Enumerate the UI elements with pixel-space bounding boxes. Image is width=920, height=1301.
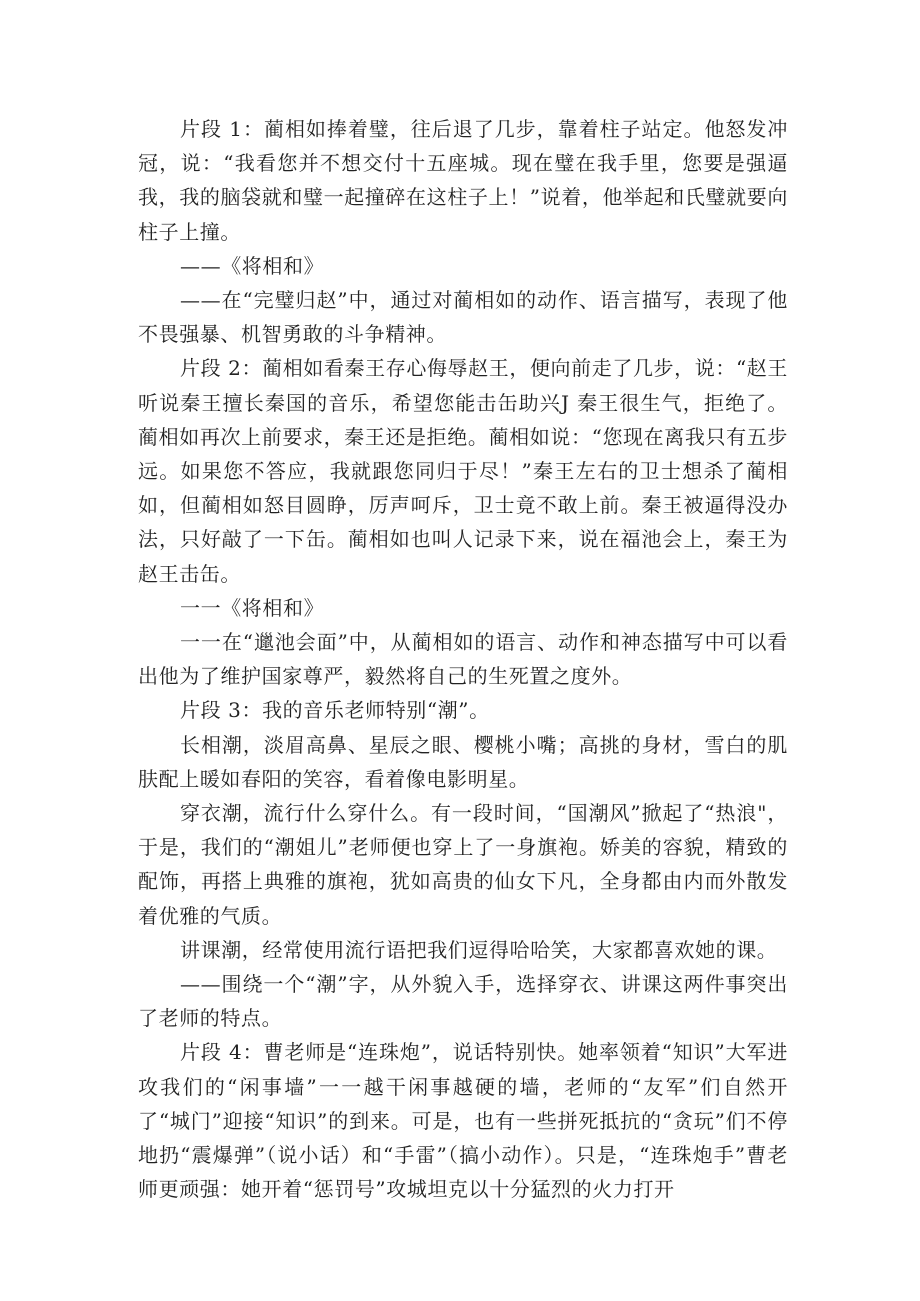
- paragraph-segment-1: 片段 1：蔺相如捧着璧，往后退了几步，靠着柱子站定。他怒发冲冠，说：“我看您并不想交付十五座城。现在璧在我手里，您要是强逼我，我的脑袋就和璧一起撞碎在这柱子上！”说着，他举起和氏璧就要向柱子上撞。: [138, 117, 788, 244]
- paragraph-comment-2: 一一在“邋池会面”中，从蔺相如的语言、动作和神态描写中可以看出他为了维护国家尊严，毅然将自己的生死置之度外。: [138, 630, 788, 689]
- paragraph-appearance: 长相潮，淡眉高鼻、星辰之眼、樱桃小嘴；高挑的身材，雪白的肌肤配上暖如春阳的笑容，看着像电影明星。: [138, 732, 788, 791]
- paragraph-source-2: 一一《将相和》: [180, 595, 325, 620]
- paragraph-comment-1: ——在“完璧归赵”中，通过对蔺相如的动作、语言描写，表现了他不畏强暴、机智勇敢的斗争精神。: [138, 288, 788, 347]
- paragraph-segment-4: 片段 4：曹老师是“连珠炮”，说话特别快。她率领着“知识”大军进攻我们的“闲事墙”一一越干闲事越硬的墙，老师的“友军”们自然开了“城门”迎接“知识”的到来。可是，也有一些拼死抵抗的“贪玩”们不停地扔“震爆弹”（说小话）和“手雷”（搞小动作）。只是，“连珠炮手”曹老师更顽强：她开着“惩罚号”攻城坦克以十分猛烈的火力打开: [138, 1040, 788, 1202]
- paragraph-segment-3: 片段 3：我的音乐老师特别“潮”。: [180, 698, 490, 723]
- paragraph-segment-2: 片段 2：蔺相如看秦王存心侮辱赵王，便向前走了几步，说：“赵王听说秦王擅长秦国的音乐，希望您能击缶助兴J 秦王很生气，拒绝了。蔺相如再次上前要求，秦王还是拒绝。蔺相如说：“您现在离我只有五步远。如果您不答应，我就跟您同归于尽！”秦王左右的卫士想杀了蔺相如，但蔺相如怒目圆睁，厉声呵斥，卫士竟不敢上前。秦王被逼得没办法，只好敲了一下缶。蔺相如也叫人记录下来，说在福池会上，秦王为赵王击缶。: [138, 356, 788, 586]
- paragraph-teaching: 讲课潮，经常使用流行语把我们逗得哈哈笑，大家都喜欢她的课。: [180, 937, 778, 962]
- paragraph-comment-3: ——围绕一个“潮”字，从外貌入手，选择穿衣、讲课这两件事突出了老师的特点。: [138, 972, 788, 1031]
- paragraph-clothing: 穿衣潮，流行什么穿什么。有一段时间，“国潮风”掀起了“热浪"，于是，我们的“潮姐儿”老师便也穿上了一身旗袍。娇美的容貌，精致的配饰，再搭上典雅的旗袍，犹如高贵的仙女下凡，全身都由内而外散发着优雅的气质。: [138, 801, 788, 928]
- document-body: [138, 112, 788, 1207]
- paragraph-source-1: ——《将相和》: [180, 253, 325, 278]
